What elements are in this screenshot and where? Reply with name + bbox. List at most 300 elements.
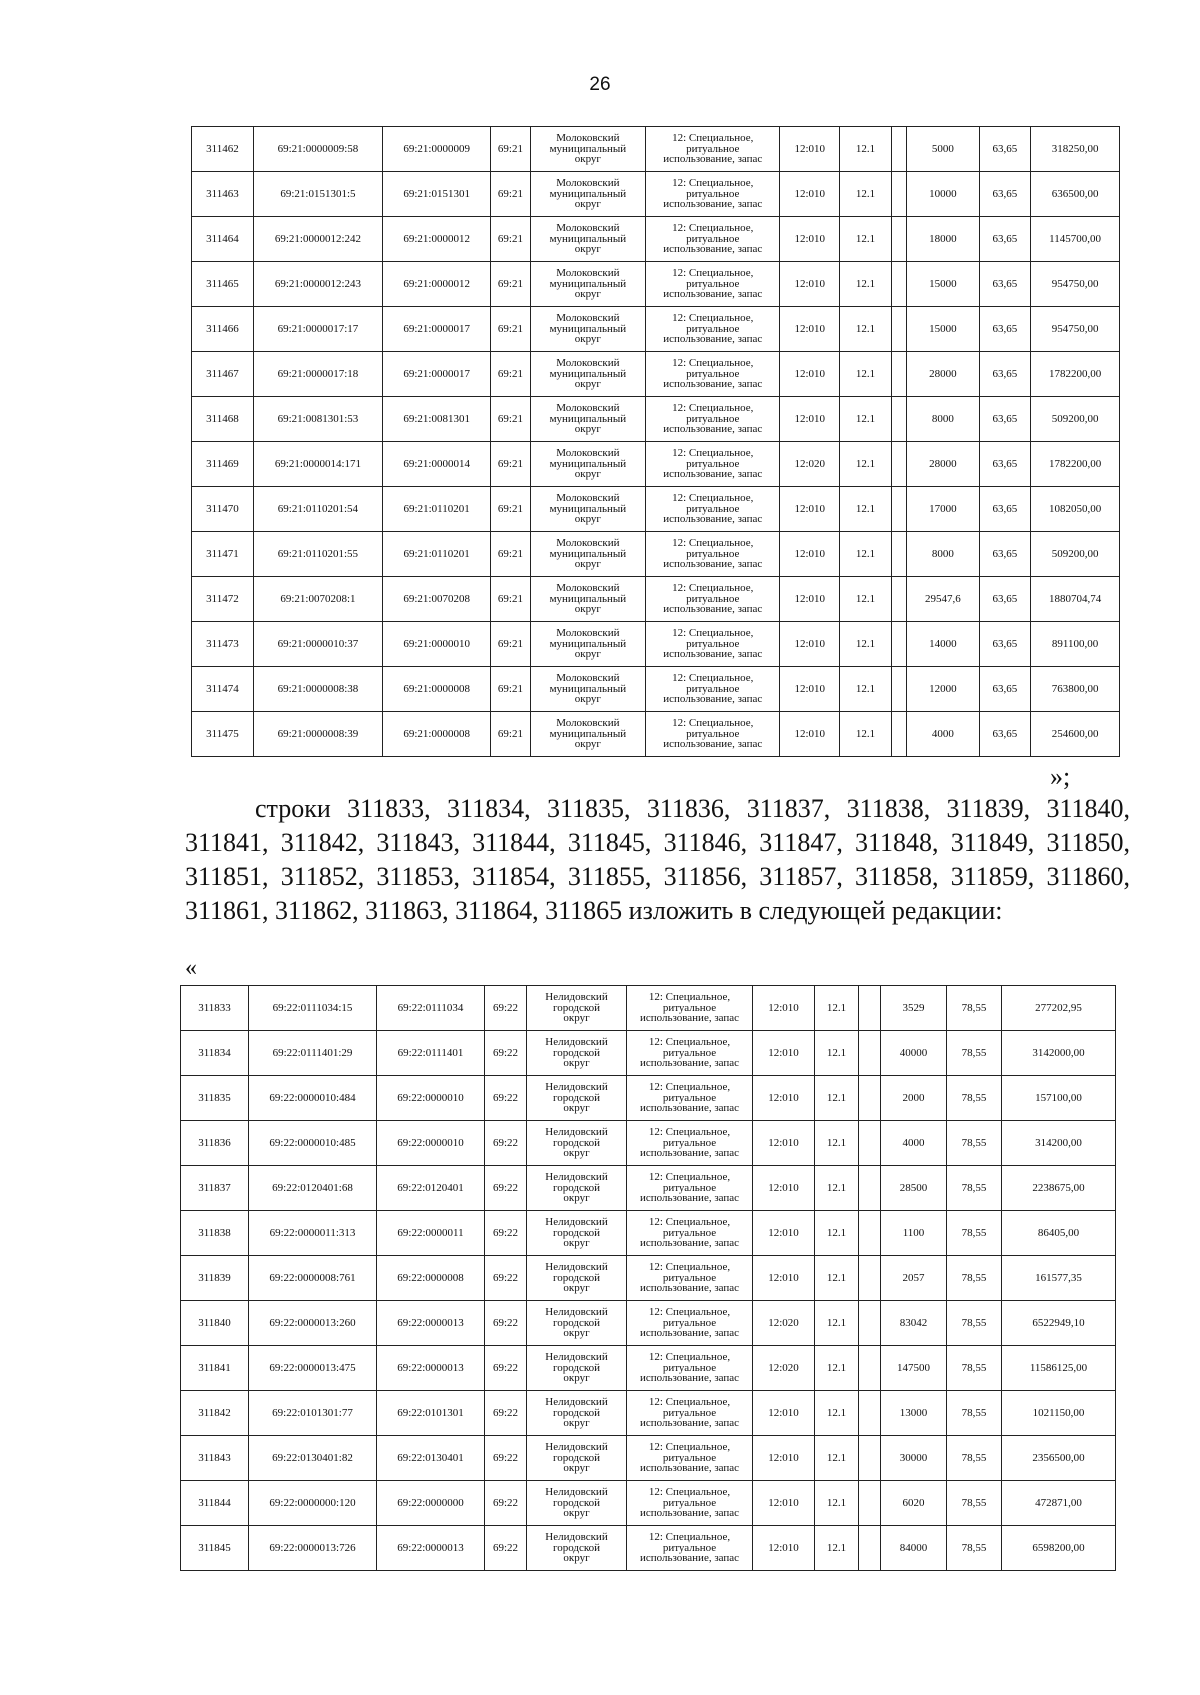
cell-cadastral-number: 69:21:0000012:242 bbox=[253, 217, 382, 262]
cell-cadastral-value: 6598200,00 bbox=[1002, 1526, 1116, 1571]
cell-cadastral-quarter: 69:22:0101301 bbox=[377, 1391, 485, 1436]
table-row bbox=[192, 532, 1120, 577]
cell-cadastral-quarter: 69:22:0000010 bbox=[377, 1076, 485, 1121]
cell-cadastral-quarter: 69:22:0000000 bbox=[377, 1481, 485, 1526]
cell-zone-code: 12.1 bbox=[815, 1211, 859, 1256]
cell-row-number: 311839 bbox=[181, 1256, 249, 1301]
table-row bbox=[181, 1436, 1116, 1481]
cell-area: 29547,6 bbox=[907, 577, 979, 622]
cell-land-use-category: 12: Специальное, ритуальное использование, запас bbox=[646, 397, 780, 442]
cell-zone-code: 12.1 bbox=[815, 1121, 859, 1166]
cell-area: 14000 bbox=[907, 622, 979, 667]
cell-municipality: Молоковский муниципальный округ bbox=[530, 487, 646, 532]
cell-cadastral-quarter: 69:21:0000008 bbox=[382, 712, 490, 757]
cell-cadastral-value: 1082050,00 bbox=[1031, 487, 1120, 532]
cell-row-number: 311841 bbox=[181, 1346, 249, 1391]
cell-blank bbox=[859, 986, 881, 1031]
table-row bbox=[192, 622, 1120, 667]
cell-specific-value: 63,65 bbox=[979, 262, 1031, 307]
cell-land-use-category: 12: Специальное, ритуальное использование, запас bbox=[646, 172, 780, 217]
cell-cadastral-quarter: 69:22:0000010 bbox=[377, 1121, 485, 1166]
cell-district-code: 69:21 bbox=[491, 667, 530, 712]
cell-specific-value: 63,65 bbox=[979, 442, 1031, 487]
cell-land-use-category: 12: Специальное, ритуальное использование, запас bbox=[646, 577, 780, 622]
table-row bbox=[192, 172, 1120, 217]
cell-cadastral-value: 277202,95 bbox=[1002, 986, 1116, 1031]
cell-blank bbox=[891, 712, 906, 757]
cell-district-code: 69:21 bbox=[491, 532, 530, 577]
cell-land-use-category: 12: Специальное, ритуальное использование, запас bbox=[627, 1076, 753, 1121]
cell-use-code: 12:010 bbox=[753, 1391, 815, 1436]
cell-land-use-category: 12: Специальное, ритуальное использование, запас bbox=[627, 1211, 753, 1256]
cell-cadastral-number: 69:22:0000013:260 bbox=[249, 1301, 377, 1346]
cell-municipality: Нелидовский городской округ bbox=[527, 1211, 627, 1256]
cell-municipality: Нелидовский городской округ bbox=[527, 1481, 627, 1526]
cell-cadastral-value: 11586125,00 bbox=[1002, 1346, 1116, 1391]
cell-area: 28000 bbox=[907, 442, 979, 487]
table-row bbox=[181, 1166, 1116, 1211]
cell-cadastral-number: 69:21:0110201:55 bbox=[253, 532, 382, 577]
cell-zone-code: 12.1 bbox=[840, 172, 892, 217]
cell-specific-value: 63,65 bbox=[979, 487, 1031, 532]
cell-cadastral-number: 69:22:0000013:475 bbox=[249, 1346, 377, 1391]
cell-district-code: 69:22 bbox=[485, 1526, 527, 1571]
table-row bbox=[181, 1121, 1116, 1166]
cell-cadastral-value: 157100,00 bbox=[1002, 1076, 1116, 1121]
cell-zone-code: 12.1 bbox=[840, 577, 892, 622]
cell-use-code: 12:010 bbox=[780, 217, 840, 262]
cell-land-use-category: 12: Специальное, ритуальное использование, запас bbox=[627, 1256, 753, 1301]
cell-municipality: Молоковский муниципальный округ bbox=[530, 397, 646, 442]
cell-district-code: 69:21 bbox=[491, 442, 530, 487]
cell-cadastral-value: 1880704,74 bbox=[1031, 577, 1120, 622]
table-row bbox=[192, 487, 1120, 532]
cell-cadastral-value: 318250,00 bbox=[1031, 127, 1120, 172]
cell-municipality: Молоковский муниципальный округ bbox=[530, 577, 646, 622]
table-row bbox=[181, 1256, 1116, 1301]
cell-area: 17000 bbox=[907, 487, 979, 532]
cell-use-code: 12:010 bbox=[780, 712, 840, 757]
cell-cadastral-quarter: 69:21:0070208 bbox=[382, 577, 490, 622]
cell-zone-code: 12.1 bbox=[840, 487, 892, 532]
opening-quote-mark: « bbox=[185, 955, 197, 981]
cell-row-number: 311475 bbox=[192, 712, 254, 757]
cell-municipality: Нелидовский городской округ bbox=[527, 1526, 627, 1571]
cell-specific-value: 63,65 bbox=[979, 127, 1031, 172]
cell-zone-code: 12.1 bbox=[840, 712, 892, 757]
cell-row-number: 311835 bbox=[181, 1076, 249, 1121]
cell-specific-value: 63,65 bbox=[979, 397, 1031, 442]
cell-cadastral-value: 1145700,00 bbox=[1031, 217, 1120, 262]
cell-cadastral-quarter: 69:22:0000013 bbox=[377, 1301, 485, 1346]
cell-municipality: Молоковский муниципальный округ bbox=[530, 712, 646, 757]
cell-zone-code: 12.1 bbox=[840, 667, 892, 712]
cell-cadastral-number: 69:22:0000010:485 bbox=[249, 1121, 377, 1166]
cell-land-use-category: 12: Специальное, ритуальное использование, запас bbox=[646, 127, 780, 172]
cell-cadastral-number: 69:22:0111034:15 bbox=[249, 986, 377, 1031]
cell-cadastral-quarter: 69:22:0000013 bbox=[377, 1526, 485, 1571]
cell-row-number: 311463 bbox=[192, 172, 254, 217]
cell-cadastral-value: 161577,35 bbox=[1002, 1256, 1116, 1301]
cell-cadastral-quarter: 69:21:0151301 bbox=[382, 172, 490, 217]
cell-land-use-category: 12: Специальное, ритуальное использование, запас bbox=[627, 1436, 753, 1481]
cell-zone-code: 12.1 bbox=[815, 1301, 859, 1346]
cell-cadastral-number: 69:22:0000000:120 bbox=[249, 1481, 377, 1526]
cell-zone-code: 12.1 bbox=[815, 986, 859, 1031]
cell-land-use-category: 12: Специальное, ритуальное использование, запас bbox=[646, 352, 780, 397]
cell-area: 4000 bbox=[881, 1121, 947, 1166]
cell-use-code: 12:010 bbox=[780, 577, 840, 622]
cell-row-number: 311462 bbox=[192, 127, 254, 172]
cell-municipality: Молоковский муниципальный округ bbox=[530, 622, 646, 667]
cell-blank bbox=[891, 217, 906, 262]
cell-specific-value: 63,65 bbox=[979, 667, 1031, 712]
page-number: 26 bbox=[589, 74, 611, 95]
cell-area: 4000 bbox=[907, 712, 979, 757]
table-row bbox=[192, 667, 1120, 712]
cell-cadastral-number: 69:21:0000012:243 bbox=[253, 262, 382, 307]
cell-land-use-category: 12: Специальное, ритуальное использование, запас bbox=[627, 1526, 753, 1571]
cell-row-number: 311474 bbox=[192, 667, 254, 712]
cell-cadastral-number: 69:21:0081301:53 bbox=[253, 397, 382, 442]
cell-cadastral-quarter: 69:22:0130401 bbox=[377, 1436, 485, 1481]
cell-land-use-category: 12: Специальное, ритуальное использование, запас bbox=[646, 667, 780, 712]
cell-cadastral-quarter: 69:22:0111034 bbox=[377, 986, 485, 1031]
cell-use-code: 12:010 bbox=[753, 1121, 815, 1166]
cell-cadastral-number: 69:21:0000008:39 bbox=[253, 712, 382, 757]
cell-area: 5000 bbox=[907, 127, 979, 172]
cell-use-code: 12:010 bbox=[753, 1436, 815, 1481]
cell-cadastral-number: 69:21:0151301:5 bbox=[253, 172, 382, 217]
registry-table-nelidovsky bbox=[180, 985, 1116, 1571]
cell-use-code: 12:010 bbox=[780, 622, 840, 667]
cell-blank bbox=[891, 307, 906, 352]
cell-use-code: 12:010 bbox=[780, 307, 840, 352]
cell-land-use-category: 12: Специальное, ритуальное использование, запас bbox=[646, 532, 780, 577]
cell-area: 15000 bbox=[907, 262, 979, 307]
cell-area: 1100 bbox=[881, 1211, 947, 1256]
cell-municipality: Нелидовский городской округ bbox=[527, 1031, 627, 1076]
cell-blank bbox=[859, 1166, 881, 1211]
cell-row-number: 311844 bbox=[181, 1481, 249, 1526]
cell-blank bbox=[859, 1481, 881, 1526]
table-row bbox=[192, 307, 1120, 352]
cell-row-number: 311465 bbox=[192, 262, 254, 307]
cell-cadastral-number: 69:22:0000011:313 bbox=[249, 1211, 377, 1256]
cell-district-code: 69:22 bbox=[485, 1166, 527, 1211]
cell-zone-code: 12.1 bbox=[815, 1031, 859, 1076]
cell-cadastral-quarter: 69:22:0000013 bbox=[377, 1346, 485, 1391]
cell-blank bbox=[859, 1256, 881, 1301]
cell-land-use-category: 12: Специальное, ритуальное использование, запас bbox=[627, 1481, 753, 1526]
cell-blank bbox=[859, 1436, 881, 1481]
cell-row-number: 311471 bbox=[192, 532, 254, 577]
cell-row-number: 311472 bbox=[192, 577, 254, 622]
cell-zone-code: 12.1 bbox=[840, 307, 892, 352]
cell-blank bbox=[859, 1301, 881, 1346]
cell-row-number: 311467 bbox=[192, 352, 254, 397]
cell-land-use-category: 12: Специальное, ритуальное использование, запас bbox=[627, 1166, 753, 1211]
cell-row-number: 311836 bbox=[181, 1121, 249, 1166]
cell-cadastral-quarter: 69:21:0000017 bbox=[382, 307, 490, 352]
cell-specific-value: 63,65 bbox=[979, 532, 1031, 577]
cell-row-number: 311469 bbox=[192, 442, 254, 487]
cell-municipality: Нелидовский городской округ bbox=[527, 1121, 627, 1166]
cell-blank bbox=[891, 352, 906, 397]
cell-row-number: 311473 bbox=[192, 622, 254, 667]
cell-land-use-category: 12: Специальное, ритуальное использование, запас bbox=[646, 442, 780, 487]
cell-district-code: 69:21 bbox=[491, 262, 530, 307]
cell-land-use-category: 12: Специальное, ритуальное использование, запас bbox=[627, 986, 753, 1031]
cell-blank bbox=[891, 667, 906, 712]
cell-cadastral-value: 314200,00 bbox=[1002, 1121, 1116, 1166]
cell-area: 84000 bbox=[881, 1526, 947, 1571]
cell-use-code: 12:020 bbox=[780, 442, 840, 487]
cell-blank bbox=[891, 172, 906, 217]
cell-row-number: 311837 bbox=[181, 1166, 249, 1211]
cell-blank bbox=[859, 1526, 881, 1571]
cell-row-number: 311845 bbox=[181, 1526, 249, 1571]
cell-specific-value: 63,65 bbox=[979, 352, 1031, 397]
cell-specific-value: 78,55 bbox=[947, 1211, 1002, 1256]
cell-cadastral-quarter: 69:21:0000017 bbox=[382, 352, 490, 397]
closing-quote-mark: »; bbox=[1050, 762, 1071, 791]
cell-municipality: Молоковский муниципальный округ bbox=[530, 667, 646, 712]
cell-blank bbox=[891, 622, 906, 667]
cell-zone-code: 12.1 bbox=[815, 1391, 859, 1436]
table-row bbox=[192, 217, 1120, 262]
cell-district-code: 69:22 bbox=[485, 1256, 527, 1301]
table-row bbox=[181, 1211, 1116, 1256]
cell-district-code: 69:21 bbox=[491, 217, 530, 262]
cell-blank bbox=[859, 1391, 881, 1436]
cell-cadastral-quarter: 69:21:0110201 bbox=[382, 487, 490, 532]
cell-specific-value: 63,65 bbox=[979, 172, 1031, 217]
cell-district-code: 69:22 bbox=[485, 1076, 527, 1121]
cell-zone-code: 12.1 bbox=[840, 532, 892, 577]
cell-cadastral-quarter: 69:21:0000008 bbox=[382, 667, 490, 712]
cell-cadastral-number: 69:22:0000010:484 bbox=[249, 1076, 377, 1121]
cell-specific-value: 78,55 bbox=[947, 1166, 1002, 1211]
cell-district-code: 69:22 bbox=[485, 1346, 527, 1391]
cell-district-code: 69:21 bbox=[491, 352, 530, 397]
cell-cadastral-value: 636500,00 bbox=[1031, 172, 1120, 217]
cell-specific-value: 78,55 bbox=[947, 1481, 1002, 1526]
cell-cadastral-value: 2356500,00 bbox=[1002, 1436, 1116, 1481]
cell-municipality: Нелидовский городской округ bbox=[527, 1346, 627, 1391]
cell-area: 40000 bbox=[881, 1031, 947, 1076]
table-row bbox=[181, 1391, 1116, 1436]
cell-municipality: Молоковский муниципальный округ bbox=[530, 352, 646, 397]
cell-district-code: 69:22 bbox=[485, 1301, 527, 1346]
cell-specific-value: 78,55 bbox=[947, 1031, 1002, 1076]
cell-cadastral-value: 891100,00 bbox=[1031, 622, 1120, 667]
cell-cadastral-quarter: 69:21:0081301 bbox=[382, 397, 490, 442]
cell-row-number: 311466 bbox=[192, 307, 254, 352]
cell-zone-code: 12.1 bbox=[815, 1256, 859, 1301]
cell-use-code: 12:010 bbox=[753, 1256, 815, 1301]
cell-cadastral-number: 69:22:0111401:29 bbox=[249, 1031, 377, 1076]
cell-district-code: 69:22 bbox=[485, 986, 527, 1031]
cell-use-code: 12:010 bbox=[780, 487, 840, 532]
cell-row-number: 311470 bbox=[192, 487, 254, 532]
cell-specific-value: 63,65 bbox=[979, 217, 1031, 262]
cell-area: 15000 bbox=[907, 307, 979, 352]
cell-use-code: 12:020 bbox=[753, 1301, 815, 1346]
cell-area: 18000 bbox=[907, 217, 979, 262]
cell-area: 28500 bbox=[881, 1166, 947, 1211]
cell-cadastral-value: 763800,00 bbox=[1031, 667, 1120, 712]
cell-municipality: Нелидовский городской округ bbox=[527, 1166, 627, 1211]
cell-cadastral-quarter: 69:22:0111401 bbox=[377, 1031, 485, 1076]
cell-specific-value: 78,55 bbox=[947, 1526, 1002, 1571]
cell-land-use-category: 12: Специальное, ритуальное использование, запас bbox=[646, 307, 780, 352]
table-row bbox=[192, 127, 1120, 172]
cell-blank bbox=[891, 262, 906, 307]
cell-blank bbox=[891, 487, 906, 532]
cell-district-code: 69:21 bbox=[491, 577, 530, 622]
cell-use-code: 12:010 bbox=[780, 172, 840, 217]
cell-cadastral-value: 954750,00 bbox=[1031, 307, 1120, 352]
cell-cadastral-number: 69:22:0120401:68 bbox=[249, 1166, 377, 1211]
cell-cadastral-value: 3142000,00 bbox=[1002, 1031, 1116, 1076]
cell-land-use-category: 12: Специальное, ритуальное использование, запас bbox=[627, 1121, 753, 1166]
cell-municipality: Молоковский муниципальный округ bbox=[530, 262, 646, 307]
cell-area: 12000 bbox=[907, 667, 979, 712]
cell-specific-value: 78,55 bbox=[947, 1436, 1002, 1481]
cell-municipality: Молоковский муниципальный округ bbox=[530, 172, 646, 217]
cell-row-number: 311833 bbox=[181, 986, 249, 1031]
cell-cadastral-number: 69:21:0070208:1 bbox=[253, 577, 382, 622]
cell-district-code: 69:22 bbox=[485, 1391, 527, 1436]
cell-specific-value: 78,55 bbox=[947, 1256, 1002, 1301]
table-row bbox=[181, 1076, 1116, 1121]
cell-use-code: 12:010 bbox=[780, 532, 840, 577]
cell-zone-code: 12.1 bbox=[840, 397, 892, 442]
cell-municipality: Молоковский муниципальный округ bbox=[530, 442, 646, 487]
cell-municipality: Молоковский муниципальный округ bbox=[530, 217, 646, 262]
cell-cadastral-value: 509200,00 bbox=[1031, 397, 1120, 442]
cell-district-code: 69:21 bbox=[491, 712, 530, 757]
cell-zone-code: 12.1 bbox=[840, 352, 892, 397]
cell-area: 8000 bbox=[907, 397, 979, 442]
table-row bbox=[181, 1301, 1116, 1346]
cell-municipality: Молоковский муниципальный округ bbox=[530, 532, 646, 577]
cell-cadastral-quarter: 69:22:0000008 bbox=[377, 1256, 485, 1301]
cell-cadastral-value: 472871,00 bbox=[1002, 1481, 1116, 1526]
cell-district-code: 69:22 bbox=[485, 1121, 527, 1166]
cell-cadastral-quarter: 69:22:0120401 bbox=[377, 1166, 485, 1211]
cell-specific-value: 78,55 bbox=[947, 1301, 1002, 1346]
cell-district-code: 69:22 bbox=[485, 1481, 527, 1526]
table-row bbox=[181, 1346, 1116, 1391]
cell-specific-value: 63,65 bbox=[979, 712, 1031, 757]
cell-cadastral-quarter: 69:22:0000011 bbox=[377, 1211, 485, 1256]
cell-area: 2057 bbox=[881, 1256, 947, 1301]
cell-use-code: 12:020 bbox=[753, 1346, 815, 1391]
cell-cadastral-quarter: 69:21:0000014 bbox=[382, 442, 490, 487]
cell-blank bbox=[891, 397, 906, 442]
cell-area: 83042 bbox=[881, 1301, 947, 1346]
cell-zone-code: 12.1 bbox=[840, 442, 892, 487]
cell-blank bbox=[859, 1211, 881, 1256]
cell-area: 30000 bbox=[881, 1436, 947, 1481]
cell-municipality: Нелидовский городской округ bbox=[527, 1076, 627, 1121]
cell-district-code: 69:21 bbox=[491, 622, 530, 667]
cell-zone-code: 12.1 bbox=[815, 1481, 859, 1526]
table-row bbox=[192, 442, 1120, 487]
cell-cadastral-value: 1782200,00 bbox=[1031, 442, 1120, 487]
cell-district-code: 69:21 bbox=[491, 397, 530, 442]
amendment-text: строки 311833, 311834, 311835, 311836, 311837, 311838, 311839, 311840, 311841, 311842, 311843, 311844, 311845, 311846, 311847, 311848, 311849, 311850, 311851, 311852, 311853, 311854, 311855, 311856, 311857, 311858, 311859, 311860, 311861, 311862, 311863, 311864, 311865 изложить в следующей редакции: bbox=[185, 794, 1130, 925]
cell-area: 3529 bbox=[881, 986, 947, 1031]
cell-use-code: 12:010 bbox=[780, 127, 840, 172]
cell-land-use-category: 12: Специальное, ритуальное использование, запас bbox=[627, 1031, 753, 1076]
cell-cadastral-value: 954750,00 bbox=[1031, 262, 1120, 307]
cell-cadastral-quarter: 69:21:0000012 bbox=[382, 262, 490, 307]
cell-use-code: 12:010 bbox=[753, 1211, 815, 1256]
cell-cadastral-quarter: 69:21:0000010 bbox=[382, 622, 490, 667]
cell-municipality: Молоковский муниципальный округ bbox=[530, 127, 646, 172]
cell-use-code: 12:010 bbox=[753, 986, 815, 1031]
cell-zone-code: 12.1 bbox=[815, 1166, 859, 1211]
cell-cadastral-number: 69:22:0000013:726 bbox=[249, 1526, 377, 1571]
cell-cadastral-number: 69:21:0000017:17 bbox=[253, 307, 382, 352]
cell-blank bbox=[891, 577, 906, 622]
cell-cadastral-number: 69:21:0000014:171 bbox=[253, 442, 382, 487]
cell-specific-value: 78,55 bbox=[947, 986, 1002, 1031]
table-row bbox=[192, 352, 1120, 397]
cell-specific-value: 63,65 bbox=[979, 577, 1031, 622]
cell-specific-value: 78,55 bbox=[947, 1391, 1002, 1436]
cell-district-code: 69:21 bbox=[491, 172, 530, 217]
cell-cadastral-number: 69:22:0130401:82 bbox=[249, 1436, 377, 1481]
cell-use-code: 12:010 bbox=[780, 262, 840, 307]
table-row bbox=[192, 577, 1120, 622]
cell-use-code: 12:010 bbox=[780, 397, 840, 442]
cell-area: 10000 bbox=[907, 172, 979, 217]
cell-district-code: 69:21 bbox=[491, 487, 530, 532]
cell-use-code: 12:010 bbox=[753, 1166, 815, 1211]
cell-cadastral-value: 254600,00 bbox=[1031, 712, 1120, 757]
cell-cadastral-value: 2238675,00 bbox=[1002, 1166, 1116, 1211]
cell-cadastral-quarter: 69:21:0110201 bbox=[382, 532, 490, 577]
cell-district-code: 69:22 bbox=[485, 1211, 527, 1256]
cell-district-code: 69:22 bbox=[485, 1436, 527, 1481]
cell-row-number: 311834 bbox=[181, 1031, 249, 1076]
cell-specific-value: 78,55 bbox=[947, 1121, 1002, 1166]
cell-row-number: 311464 bbox=[192, 217, 254, 262]
cell-row-number: 311843 bbox=[181, 1436, 249, 1481]
cell-district-code: 69:22 bbox=[485, 1031, 527, 1076]
table-row bbox=[181, 1481, 1116, 1526]
table-row bbox=[181, 986, 1116, 1031]
cell-land-use-category: 12: Специальное, ритуальное использование, запас bbox=[646, 712, 780, 757]
cell-row-number: 311838 bbox=[181, 1211, 249, 1256]
cell-land-use-category: 12: Специальное, ритуальное использование, запас bbox=[627, 1301, 753, 1346]
cell-blank bbox=[859, 1121, 881, 1166]
cell-municipality: Нелидовский городской округ bbox=[527, 1301, 627, 1346]
cell-zone-code: 12.1 bbox=[840, 262, 892, 307]
cell-use-code: 12:010 bbox=[753, 1076, 815, 1121]
cell-specific-value: 78,55 bbox=[947, 1346, 1002, 1391]
cell-specific-value: 78,55 bbox=[947, 1076, 1002, 1121]
cell-cadastral-number: 69:21:0000017:18 bbox=[253, 352, 382, 397]
table-row bbox=[192, 712, 1120, 757]
cell-use-code: 12:010 bbox=[753, 1031, 815, 1076]
cell-area: 13000 bbox=[881, 1391, 947, 1436]
cell-row-number: 311468 bbox=[192, 397, 254, 442]
